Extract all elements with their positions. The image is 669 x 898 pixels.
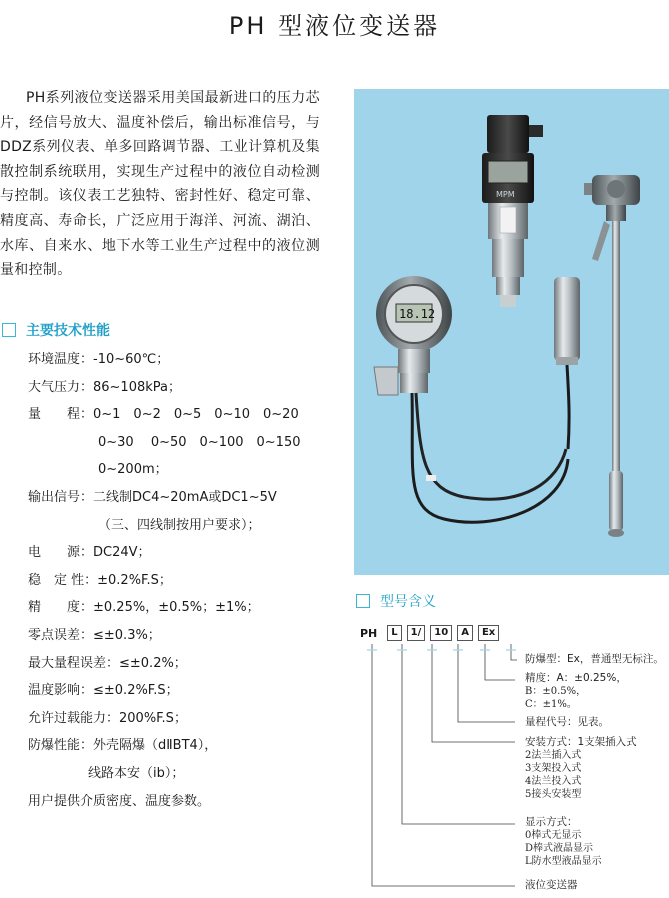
install-desc — [525, 736, 637, 801]
intro-text: PH系列液位变送器采用美国最新进口的压力芯片，经信号放大、温度补偿后，输出标准信号，与DDZ系列仪表、单多回路调节器、工业计算机及集散控制系统联用，实现生产过程中的液位自动检测与控制。该仪表工艺独特、密封性好、稳定可靠、精度高、寿命长，广泛应用于海洋、河流、湖泊、水库、自来水、地下水等工业生产过程中的液位测量和控制。 — [0, 90, 320, 279]
transmitter-illustration — [354, 89, 669, 575]
range-desc-text: 量程代号：见表。 — [525, 716, 609, 728]
explosion-desc-text: 防爆型：Ex，普通型无标注。 — [525, 653, 664, 665]
spec-ambient-temp: 环境温度：-10~60℃； — [28, 352, 170, 367]
spec-output-cont: （三、四线制按用户要求）； — [98, 517, 261, 533]
model-prefix: PH — [360, 626, 378, 640]
range-desc — [525, 716, 609, 729]
product-desc-text: 液位变送器 — [525, 879, 578, 891]
accuracy-desc — [525, 672, 627, 711]
code-explosion: Ex — [478, 625, 499, 641]
display-desc-l: L防水型液晶显示 — [525, 856, 602, 867]
lcd-reading: 18.12 — [399, 307, 436, 321]
code-accuracy: A — [457, 625, 473, 641]
spec-overload: 允许过载能力：200%F.S； — [28, 710, 187, 726]
spec-temp-effect: 温度影响：≤±0.2%F.S； — [28, 683, 179, 699]
display-desc-0: 0棒式无显示 — [525, 830, 582, 841]
spec-pressure: 大气压力：86~108kPa； — [28, 379, 181, 395]
code-range: 10 — [430, 625, 452, 641]
device-label: MPM — [496, 190, 515, 199]
spec-max-range-error: 最大量程误差：≤±0.2%； — [28, 655, 187, 671]
spec-explosion-cont: 线路本安（ib）； — [88, 765, 185, 781]
accuracy-desc-c: C：±1%。 — [525, 699, 577, 710]
rod-level-probe — [584, 175, 640, 537]
code-display: L — [387, 625, 401, 641]
install-desc-4: 4法兰投入式 — [525, 776, 582, 787]
accuracy-desc-b: B：±0.5%， — [525, 686, 587, 697]
spec-zero-error: 零点误差：≤±0.3%； — [28, 627, 161, 643]
product-photo — [354, 89, 669, 575]
install-desc-2: 2法兰插入式 — [525, 750, 582, 761]
intro-paragraph — [0, 86, 320, 283]
display-desc-head: 显示方式： — [525, 816, 578, 828]
display-transmitter — [374, 276, 568, 522]
spec-power: 电 源：DC24V； — [28, 545, 151, 561]
product-desc — [525, 879, 578, 892]
spec-explosion: 防爆性能：外壳隔爆（dⅡBT4）， — [28, 738, 218, 754]
spec-range-cont2: 0~200m； — [98, 462, 168, 478]
model-heading-label: 型号含义 — [380, 594, 436, 610]
model-heading — [356, 591, 436, 611]
specs-heading — [2, 320, 110, 340]
spec-user-note: 用户提供介质密度、温度参数。 — [28, 793, 211, 809]
install-desc-5: 5接头安装型 — [525, 789, 582, 800]
spec-stability: 稳 定 性：±0.2%F.S； — [28, 572, 172, 588]
accuracy-desc-head: 精度：A：±0.25%， — [525, 672, 627, 684]
specs-list — [28, 346, 328, 815]
spec-range: 量 程：0~1 0~2 0~5 0~10 0~20 — [28, 407, 299, 423]
display-desc-d: D棒式液晶显示 — [525, 843, 594, 854]
spec-range-cont: 0~30 0~50 0~100 0~150 — [98, 434, 301, 450]
submersible-probe — [554, 277, 580, 449]
install-desc-head: 安装方式：1支架插入式 — [525, 736, 637, 748]
spec-output: 输出信号：二线制DC4~20mA或DC1~5V — [28, 489, 277, 505]
specs-heading-label: 主要技术性能 — [26, 323, 110, 339]
install-desc-3: 3支架投入式 — [525, 763, 582, 774]
square-bullet-icon — [356, 594, 370, 608]
square-bullet-icon — [2, 323, 16, 337]
display-desc — [525, 816, 602, 868]
spec-accuracy: 精 度：±0.25%，±0.5%；±1%； — [28, 600, 260, 616]
page-title: PH 型液位变送器 — [228, 12, 441, 40]
pressure-transmitter — [482, 115, 543, 307]
explosion-desc — [525, 653, 664, 666]
model-connector-lines — [355, 640, 535, 890]
code-install: 1/ — [407, 625, 426, 641]
